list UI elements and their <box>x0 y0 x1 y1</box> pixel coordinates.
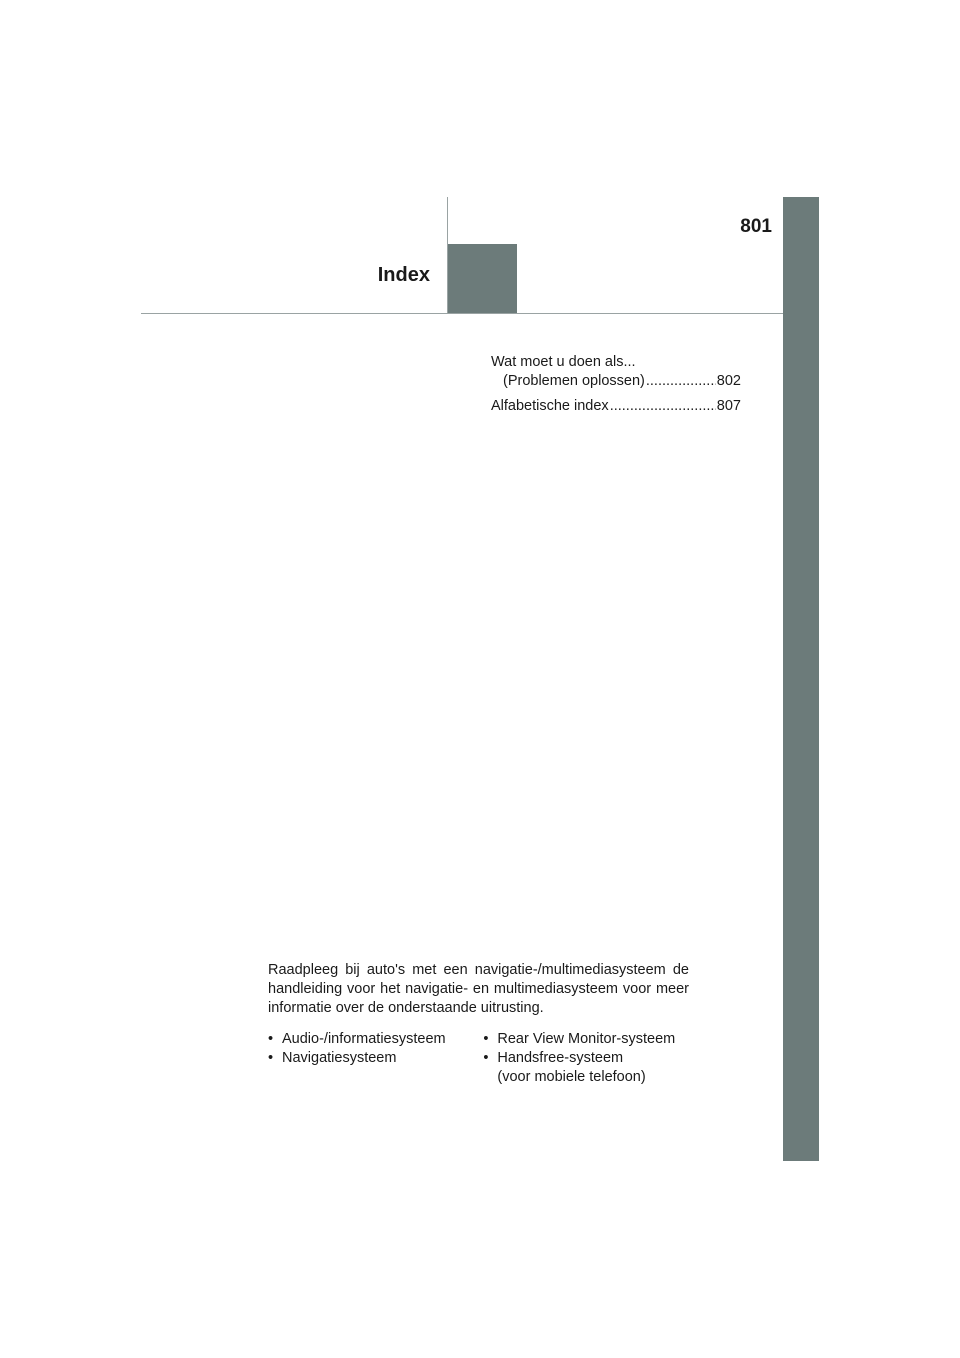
bullet-mark: • <box>268 1050 274 1066</box>
toc-line <box>491 397 741 416</box>
toc-leader-dots <box>646 372 716 391</box>
toc-entry-troubleshooting[interactable] <box>491 353 741 391</box>
equipment-list <box>268 1030 689 1087</box>
bullet-mark: • <box>268 1031 274 1047</box>
note-text: Raadpleeg bij auto's met een navigatie-/multimediasysteem de handleiding voor het navigatie- en multimediasysteem voor meer informatie over de onderstaande uitrusting. <box>268 962 689 1016</box>
equipment-list-left <box>268 1030 483 1087</box>
chapter-color-block <box>448 244 517 313</box>
list-item-sublabel: (voor mobiele telefoon) <box>497 1069 646 1085</box>
toc-page-number: 807 <box>716 398 741 414</box>
list-item <box>483 1049 689 1068</box>
list-item-label: Navigatiesysteem <box>282 1050 397 1066</box>
toc-label: Alfabetische index <box>491 398 609 414</box>
header-horizontal-rule <box>141 313 783 314</box>
list-item-label: Audio-/informatiesysteem <box>282 1031 446 1047</box>
toc-page-number: 802 <box>716 373 741 389</box>
list-item <box>483 1030 689 1049</box>
page-number: 801 <box>740 216 772 237</box>
multimedia-note <box>268 961 689 1087</box>
toc-label: Wat moet u doen als... <box>491 354 636 370</box>
list-item <box>268 1030 483 1049</box>
list-item-label: Handsfree-systeem <box>497 1050 624 1066</box>
list-item-label: Rear View Monitor-systeem <box>497 1031 676 1047</box>
toc-line <box>491 372 741 391</box>
side-thumb-tab <box>783 197 819 1161</box>
list-item <box>268 1049 483 1068</box>
toc-label: (Problemen oplossen) <box>503 373 645 389</box>
bullet-mark: • <box>483 1031 489 1047</box>
bullet-mark: • <box>483 1050 489 1066</box>
toc-line <box>491 353 741 372</box>
toc-entry-alphabetical-index[interactable] <box>491 397 741 416</box>
toc-leader-dots <box>610 397 716 416</box>
equipment-list-right <box>483 1030 689 1087</box>
table-of-contents <box>491 353 741 422</box>
chapter-title: Index <box>377 264 430 286</box>
